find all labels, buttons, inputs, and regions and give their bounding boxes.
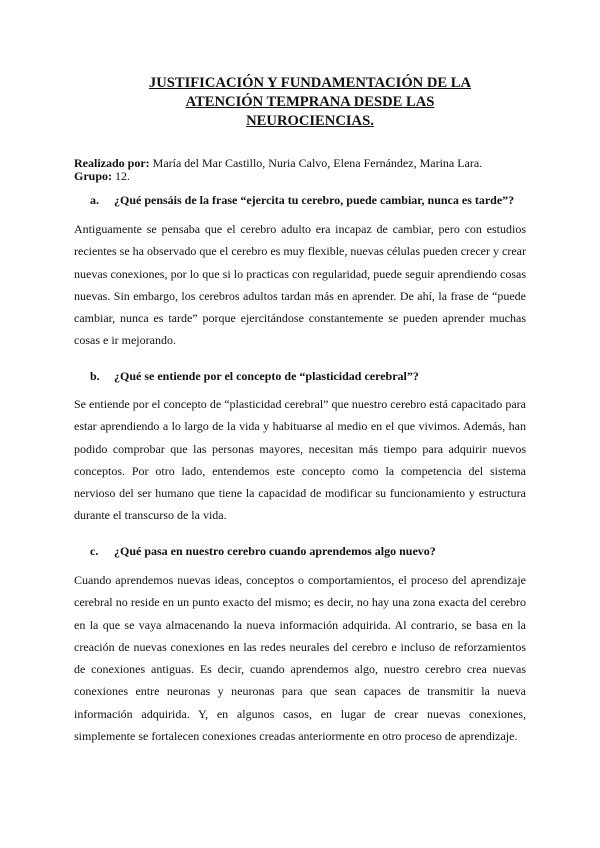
question-c-text: ¿Qué pasa en nuestro cerebro cuando aprendemos algo nuevo? — [114, 544, 436, 558]
title-line-1: JUSTIFICACIÓN Y FUNDAMENTACIÓN DE LA — [148, 75, 472, 91]
question-b — [90, 368, 530, 384]
question-b-text: ¿Qué se entiende por el concepto de “plasticidad cerebral”? — [114, 369, 419, 383]
title-line-2: ATENCIÓN TEMPRANA DESDE LAS — [185, 94, 435, 110]
question-b-letter: b. — [90, 369, 100, 383]
group-value: 12. — [115, 169, 131, 183]
title-line-3: NEUROCIENCIAS. — [246, 113, 374, 129]
question-a — [90, 192, 530, 208]
question-c-letter: c. — [90, 544, 99, 558]
answer-c: Cuando aprendemos nuevas ideas, conceptos o comportamientos, el proceso del aprendizaje cerebral no reside en un punto exacto del mismo; es decir, no hay una zona exacta del cerebro en la que se vaya almacenando la nueva información adquirida. Al contrario, se basa en la creación de nuevas conexiones en las redes neurales del cerebro e incluso de reforzamientos de conexiones antiguas. Es decir, cuando aprendemos algo, nuestro cerebro crea nuevas conexiones entre neuronas y neuronas para que sean capaces de transmitir la nueva información adquirida. Y, en algunos casos, en lugar de crear nuevas conexiones, simplemente se fortalecen conexiones creadas anteriormente en otro proceso de aprendizaje. — [74, 573, 526, 744]
question-c — [90, 543, 530, 559]
document-title — [100, 74, 520, 131]
question-a-text: ¿Qué pensáis de la frase “ejercita tu cerebro, puede cambiar, nunca es tarde”? — [114, 193, 515, 207]
authors-value: María del Mar Castillo, Nuria Calvo, Elena Fernández, Marina Lara. — [152, 156, 483, 170]
group-line — [74, 168, 534, 184]
answer-b: Se entiende por el concepto de “plasticidad cerebral” que nuestro cerebro está capacitado para estar aprendiendo a lo largo de la vida y habituarse al medio en el que vivimos. Además, han podido comprobar que las personas mayores, necesitan más tiempo para adquirir nuevos conceptos. Por otro lado, entendemos este concepto como la competencia del sistema nervioso del ser humano que tiene la capacidad de modificar su funcionamiento y estructura durante el transcurso de la vida. — [74, 397, 526, 523]
question-a-letter: a. — [90, 193, 99, 207]
authors-label: Realizado por: — [74, 156, 150, 170]
group-label: Grupo: — [74, 169, 113, 183]
answer-a: Antiguamente se pensaba que el cerebro adulto era incapaz de cambiar, pero con estudios recientes se ha observado que el cerebro es muy flexible, nuevas células pueden crecer y crear nuevas conexiones, por lo que si lo practicas con regularidad, puede seguir aprendiendo cosas nuevas. Sin embargo, los cerebros adultos tardan más en aprender. De ahí, la frase de “puede cambiar, nunca es tarde” porque ejercitándose constantemente se pueden aprender muchas cosas e ir mejorando. — [74, 222, 526, 348]
